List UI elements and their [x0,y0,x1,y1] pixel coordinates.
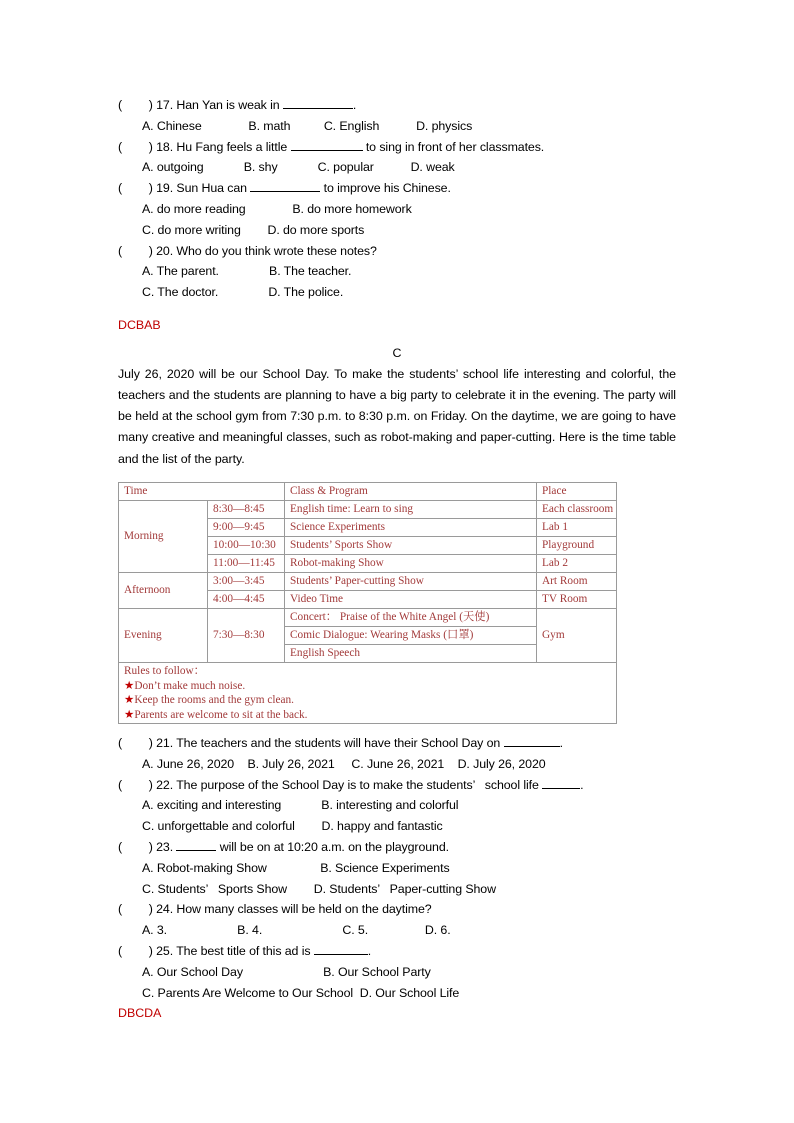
question-25-marker: ( ) 25. [118,944,177,959]
cell-time: 11:00—11:45 [208,555,285,573]
header-place: Place [537,483,617,501]
question-21-blank [504,746,560,747]
spacer [118,724,676,733]
table-row-rules [119,663,617,724]
question-22-marker: ( ) 22. [118,777,177,792]
question-20-marker: ( ) 20. [118,243,177,258]
question-18-stem [118,137,676,158]
question-22-options-line: C. unforgettable and colorful D. happy and fantastic [142,819,443,834]
question-22-stem [118,775,676,796]
period-label-afternoon: Afternoon [119,573,208,609]
question-17-blank [283,108,353,109]
question-23-options-line: A. Robot-making Show B. Science Experiments [142,860,450,875]
question-25-options-line: A. Our School Day B. Our School Party [142,964,431,979]
question-block-17-20 [118,95,676,303]
question-25-blank [314,954,368,955]
question-18-text-before: Hu Fang feels a little [176,139,291,154]
cell-place: Art Room [537,573,617,591]
question-21-marker: ( ) 21. [118,736,177,751]
spacer [118,336,676,343]
question-block-21-25 [118,733,676,1003]
question-24-stem [118,899,676,920]
question-23-blank [176,850,216,851]
answer-key-section-b: DCBAB [118,317,161,332]
schedule-table [118,482,617,724]
question-17-options-line: A. Chinese B. math C. English D. physics [142,118,473,133]
question-21-text-before: The teachers and the students will have their School Day on [176,736,504,751]
question-19-blank [250,191,320,192]
question-24-options-line: A. 3. B. 4. C. 5. D. 6. [142,923,451,938]
question-24-text-before: How many classes will be held on the daytime? [176,902,432,917]
cell-program: Students’ Paper-cutting Show [285,573,537,591]
question-24-marker: ( ) 24. [118,902,177,917]
question-25-text-before: The best title of this ad is [176,944,314,959]
cell-program: Robot-making Show [285,555,537,573]
cell-time: 8:30—8:45 [208,501,285,519]
question-18-marker: ( ) 18. [118,139,177,154]
cell-program: Students’ Sports Show [285,537,537,555]
cell-time: 9:00—9:45 [208,519,285,537]
table-row [119,609,617,627]
cell-place-evening: Gym [537,609,617,663]
question-17-text-before: Han Yan is weak in [176,98,283,112]
table-row [119,501,617,519]
question-25-stem [118,941,676,962]
rules-item-text: Don’t make much noise. [134,679,246,692]
header-time: Time [119,483,285,501]
cell-program: Comic Dialogue: Wearing Masks (口罩) [285,627,537,645]
question-17-text-after: . [352,98,357,112]
section-c-passage: July 26, 2020 will be our School Day. To make the students’ school life interesting and colorful, the teachers and the students are planning to have a big party to celebrate it in the evening. The party will be held at the school gym from 7:30 p.m. to 8:30 p.m. on Friday. On the daytime, we are going to have many creative and meaningful classes, such as robot-making and paper-cutting. Here is the time table and the list of the party. [118,366,676,466]
page-content [118,95,676,1024]
question-21-text-after: . [559,736,563,751]
question-25-text-after: . [367,944,372,959]
cell-time: 4:00—4:45 [208,591,285,609]
question-21-options-line: A. June 26, 2020 B. July 26, 2021 C. June 26, 2021 D. July 26, 2020 [142,756,546,771]
question-23-stem [118,837,676,858]
cell-place: Each classroom [537,501,617,519]
question-17-stem [118,95,676,116]
rules-item [124,708,612,723]
question-22-blank [542,788,580,789]
question-21-stem [118,733,676,754]
table-header-row [119,483,617,501]
star-icon: ★ [124,694,135,707]
cell-program: Science Experiments [285,519,537,537]
answer-key-section-c: DBCDA [118,1006,162,1021]
section-c-label: C [392,345,402,360]
question-23-options-line: C. Students’ Sports Show D. Students’ Paper-cutting Show [142,881,496,896]
spacer [118,303,676,315]
cell-time: 10:00—10:30 [208,537,285,555]
question-17-marker: ( ) 17. [118,98,177,112]
question-18-text-after: to sing in front of her classmates. [362,139,545,154]
question-18-options-line: A. outgoing B. shy C. popular D. weak [142,160,455,175]
star-icon: ★ [124,708,135,721]
cell-time-evening: 7:30—8:30 [208,609,285,663]
rules-item [124,693,612,708]
table-row [119,573,617,591]
question-19-options-line: A. do more reading B. do more homework [142,201,412,216]
question-19-options-line: C. do more writing D. do more sports [142,222,365,237]
cell-place: Lab 1 [537,519,617,537]
rules-title: Rules to follow： [124,665,205,678]
rules-cell [119,663,617,724]
rules-item [124,679,612,694]
period-label-morning: Morning [119,501,208,573]
cell-program: Video Time [285,591,537,609]
question-20-options-line: A. The parent. B. The teacher. [142,264,352,279]
question-20-options-line: C. The doctor. D. The police. [142,285,344,300]
question-19-marker: ( ) 19. [118,181,177,196]
question-20-stem [118,241,676,262]
rules-item-text: Parents are welcome to sit at the back. [134,708,308,721]
question-19-stem [118,178,676,199]
question-23-text-after: will be on at 10:20 a.m. on the playground. [216,840,449,855]
cell-program: English time: Learn to sing [285,501,537,519]
header-class-program: Class & Program [285,483,537,501]
question-19-text-before: Sun Hua can [176,181,251,196]
question-22-text-before: The purpose of the School Day is to make the students’ school life [176,777,543,792]
schedule-table-wrapper [118,482,616,724]
question-22-options-line: A. exciting and interesting B. interesting and colorful [142,798,459,813]
cell-time: 3:00—3:45 [208,573,285,591]
cell-program: English Speech [285,645,537,663]
rules-item-text: Keep the rooms and the gym clean. [134,694,294,707]
cell-place: TV Room [537,591,617,609]
question-23-marker: ( ) 23. [118,840,177,855]
cell-place: Lab 2 [537,555,617,573]
cell-program: Concert： Praise of the White Angel (天使) [285,609,537,627]
star-icon: ★ [124,679,135,692]
question-18-blank [291,150,363,151]
question-22-text-after: . [580,777,584,792]
question-20-text-before: Who do you think wrote these notes? [176,243,377,258]
cell-place: Playground [537,537,617,555]
question-19-text-after: to improve his Chinese. [320,181,451,196]
question-25-options-line: C. Parents Are Welcome to Our School D. Our School Life [142,985,460,1000]
period-label-evening: Evening [119,609,208,663]
